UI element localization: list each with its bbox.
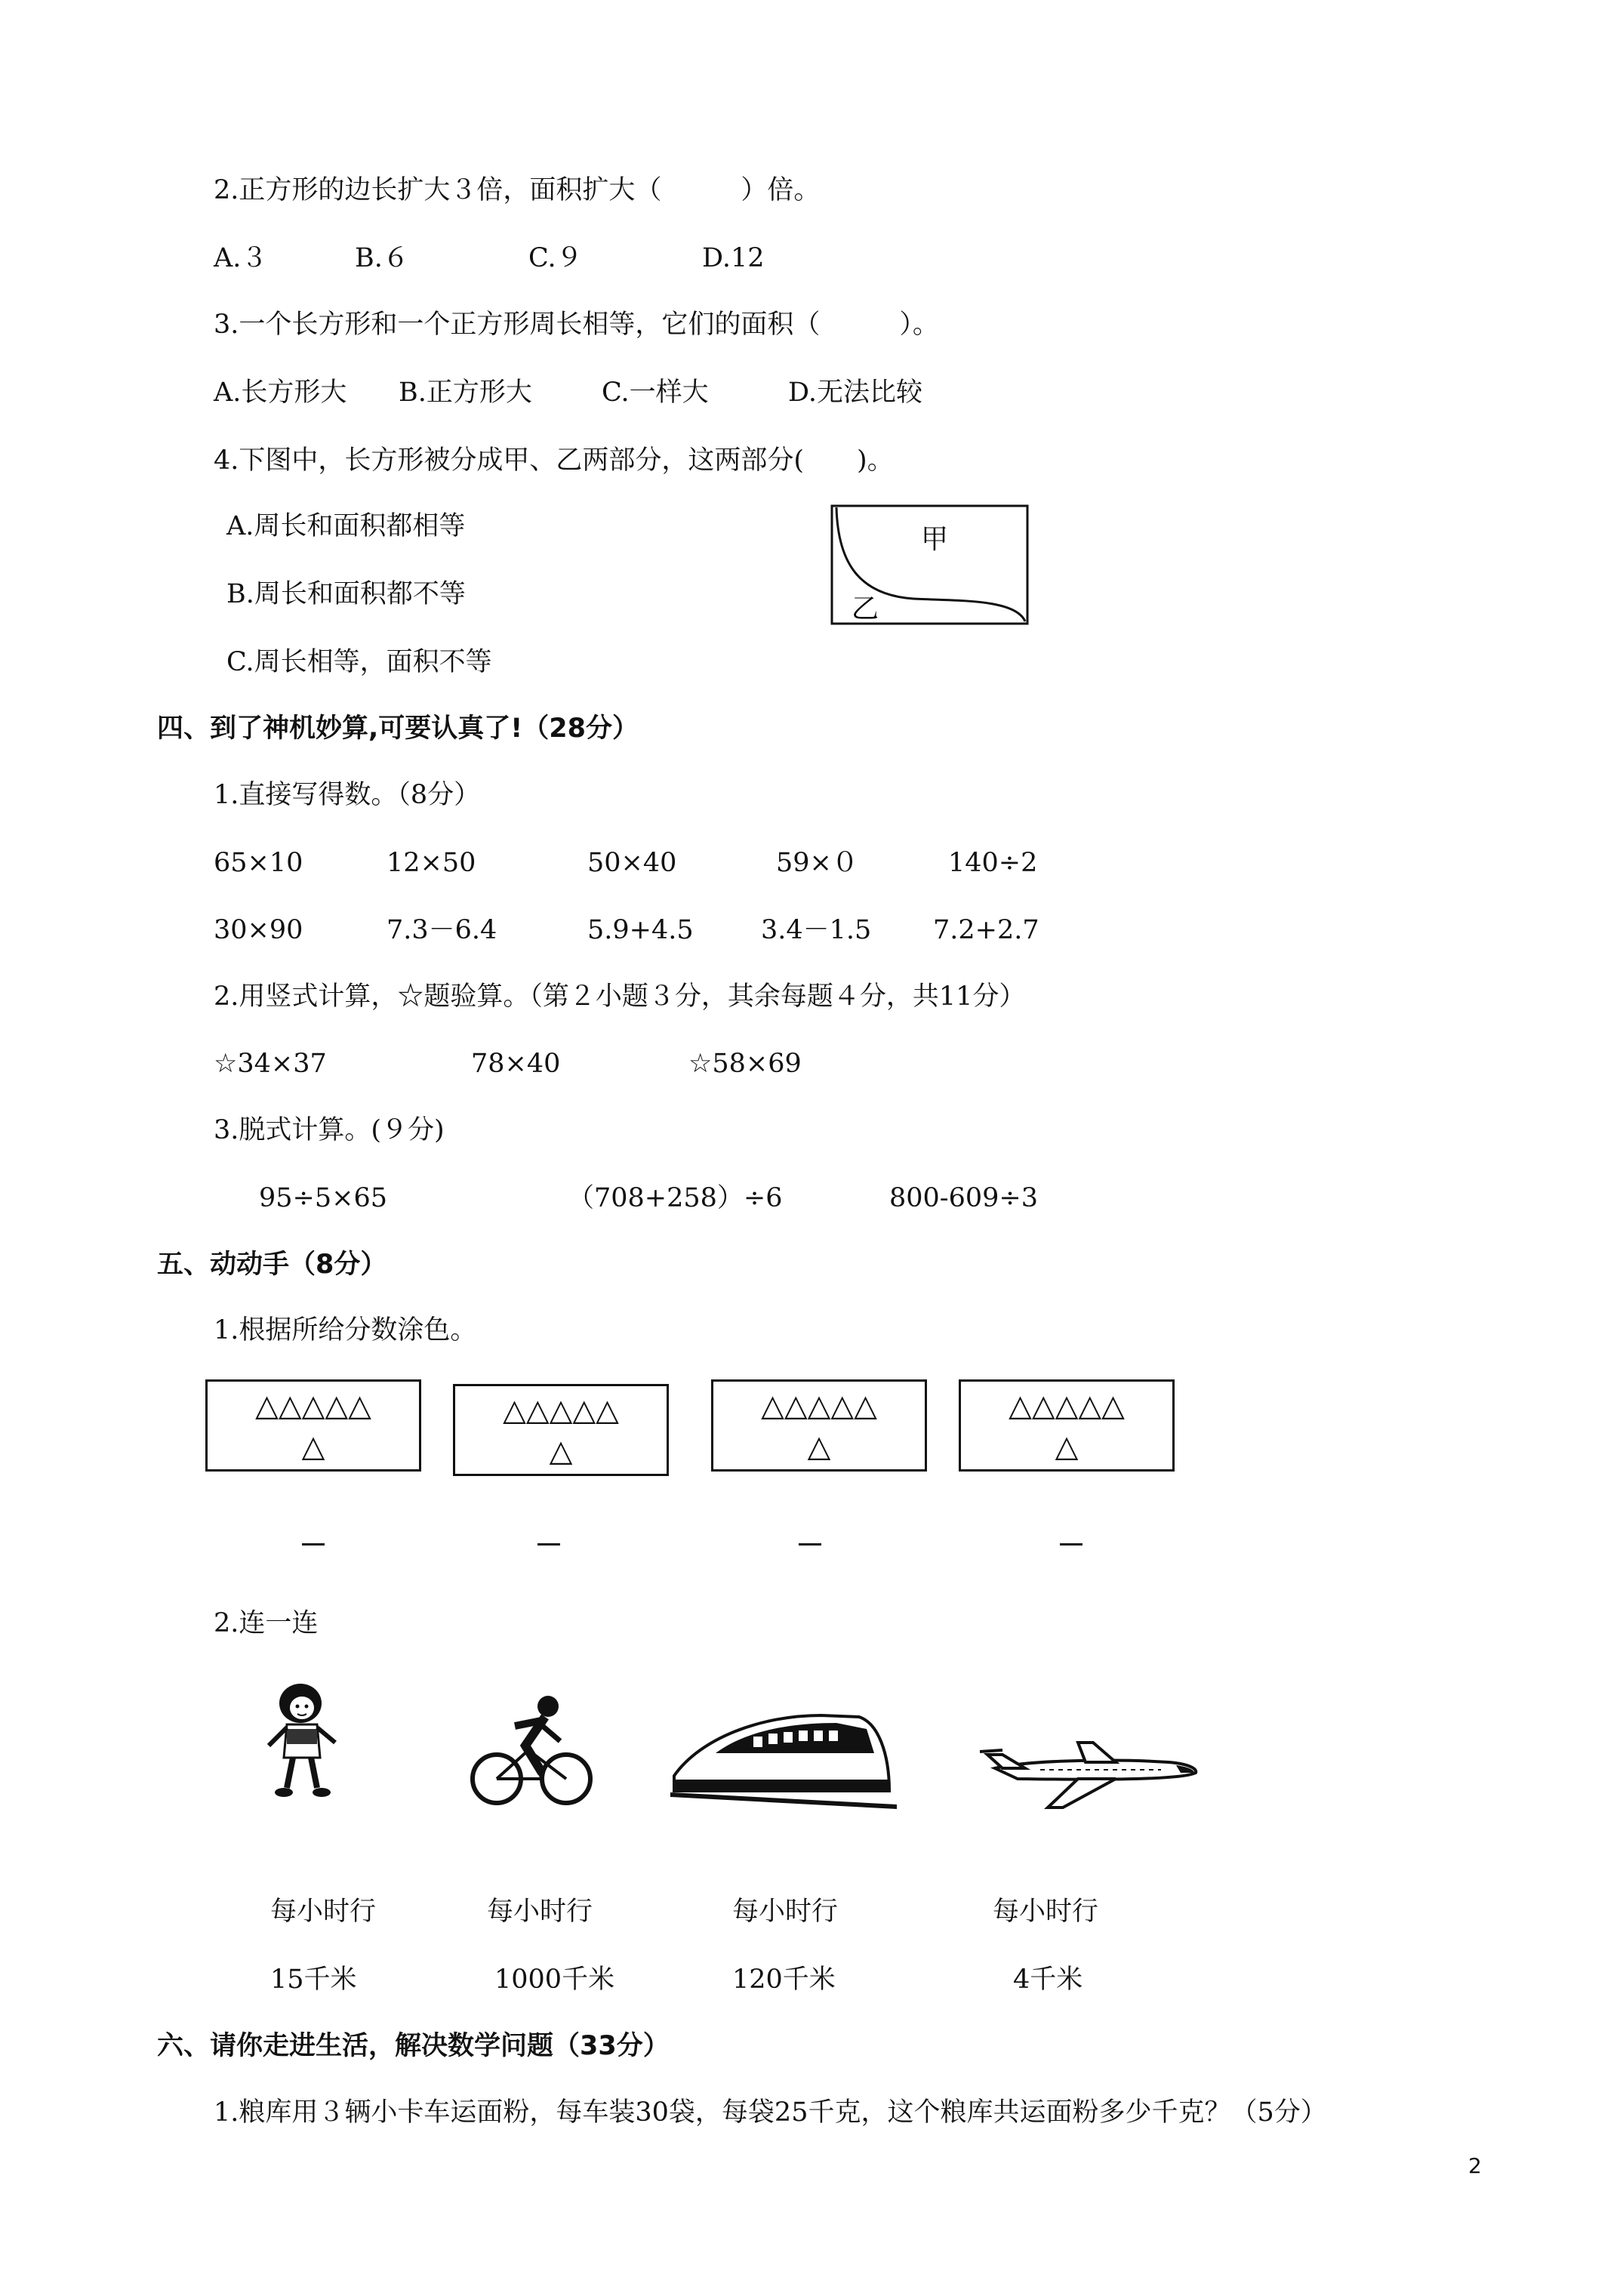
option-c: C.９ <box>528 243 583 273</box>
option-c: C.周长相等，面积不等 <box>226 647 492 677</box>
speed-value[interactable]: 15千米 <box>270 1965 357 1995</box>
section-5-sub2: 2.连一连 <box>214 1608 319 1638</box>
page-number: 2 <box>1468 2153 1482 2178</box>
label-jia: 甲 <box>921 524 949 555</box>
option-d: D.无法比较 <box>788 378 922 408</box>
calc-item: 7.2+2.7 <box>933 915 1039 945</box>
calc-item: 140÷2 <box>948 848 1038 878</box>
option-b: B.正方形大 <box>399 378 532 408</box>
option-c: C.一样大 <box>602 378 709 408</box>
section-5-sub1: 1.根据所给分数涂色。 <box>214 1315 477 1345</box>
calc-item: 12×50 <box>387 848 476 878</box>
calc-item: 65×10 <box>214 848 303 878</box>
calc-item: 5.9+4.5 <box>587 915 694 945</box>
stepwise-calc-item: （708+258）÷6 <box>568 1183 783 1213</box>
speed-value[interactable]: 1000千米 <box>494 1965 615 1995</box>
option-a: A.周长和面积都相等 <box>226 511 466 541</box>
speed-value[interactable]: 4千米 <box>1013 1965 1083 1995</box>
fraction-blank[interactable] <box>1060 1543 1083 1546</box>
option-b: B.周长和面积都不等 <box>226 579 466 609</box>
triangle-row: △ <box>301 1429 325 1464</box>
airplane-icon <box>972 1729 1199 1812</box>
speed-value[interactable]: 120千米 <box>732 1965 836 1995</box>
vertical-calc-item: ☆34×37 <box>214 1049 327 1079</box>
stepwise-calc-item: 95÷5×65 <box>259 1183 387 1213</box>
calc-item: 59×０ <box>776 848 858 878</box>
vertical-calc-item: 78×40 <box>471 1049 561 1079</box>
option-b: B.６ <box>355 243 409 273</box>
fraction-blank[interactable] <box>537 1543 560 1546</box>
triangle-box[interactable] <box>453 1384 669 1476</box>
fraction-blank[interactable] <box>302 1543 325 1546</box>
question-3-2: 2.正方形的边长扩大３倍，面积扩大（ ）倍。 <box>214 175 821 205</box>
speed-label: 每小时行 <box>487 1897 593 1927</box>
speed-label: 每小时行 <box>270 1897 377 1927</box>
triangle-row: △△△△△ <box>503 1393 619 1428</box>
fraction-blank[interactable] <box>799 1543 821 1546</box>
section-4-sub2: 2.用竖式计算，☆题验算。（第２小题３分，其余每题４分，共11分） <box>214 982 1026 1012</box>
girl-walking-icon <box>257 1682 347 1803</box>
triangle-box[interactable] <box>711 1379 927 1472</box>
speed-label: 每小时行 <box>732 1897 839 1927</box>
section-4-title: 四、到了神机妙算,可要认真了!（28分） <box>157 713 639 744</box>
calc-item: 7.3－6.4 <box>387 915 497 945</box>
triangle-row: △ <box>549 1434 573 1469</box>
triangle-box[interactable] <box>205 1379 421 1472</box>
section-6-question-1: 1.粮库用３辆小卡车运面粉，每车装30袋，每袋25千克，这个粮库共运面粉多少千克？（5分） <box>214 2097 1327 2128</box>
stepwise-calc-item: 800-609÷3 <box>889 1183 1039 1213</box>
calc-item: 3.4－1.5 <box>761 915 872 945</box>
triangle-row: △△△△△ <box>1009 1388 1125 1423</box>
section-4-sub3: 3.脱式计算。(９分) <box>214 1115 445 1145</box>
calc-item: 50×40 <box>587 848 677 878</box>
train-icon <box>670 1708 897 1814</box>
question-3-3: 3.一个长方形和一个正方形周长相等，它们的面积（ ）。 <box>214 310 939 340</box>
section-6-title: 六、请你走进生活，解决数学问题（33分） <box>157 2031 670 2061</box>
calc-item: 30×90 <box>214 915 303 945</box>
vertical-calc-item: ☆58×69 <box>688 1049 802 1079</box>
triangle-row: △△△△△ <box>761 1388 877 1423</box>
triangle-row: △△△△△ <box>255 1388 371 1423</box>
section-4-sub1: 1.直接写得数。（8分） <box>214 780 481 810</box>
rectangle-split-figure <box>830 504 1030 627</box>
triangle-box[interactable] <box>959 1379 1175 1472</box>
cyclist-icon <box>470 1690 594 1807</box>
option-a: A.３ <box>214 243 268 273</box>
triangle-row: △ <box>1055 1429 1079 1464</box>
label-yi: 乙 <box>852 593 879 624</box>
speed-label: 每小时行 <box>993 1897 1099 1927</box>
question-3-4: 4.下图中，长方形被分成甲、乙两部分，这两部分( )。 <box>214 445 894 476</box>
section-5-title: 五、动动手（8分） <box>157 1250 387 1280</box>
option-d: D.12 <box>702 243 765 273</box>
option-a: A.长方形大 <box>214 378 347 408</box>
triangle-row: △ <box>807 1429 831 1464</box>
